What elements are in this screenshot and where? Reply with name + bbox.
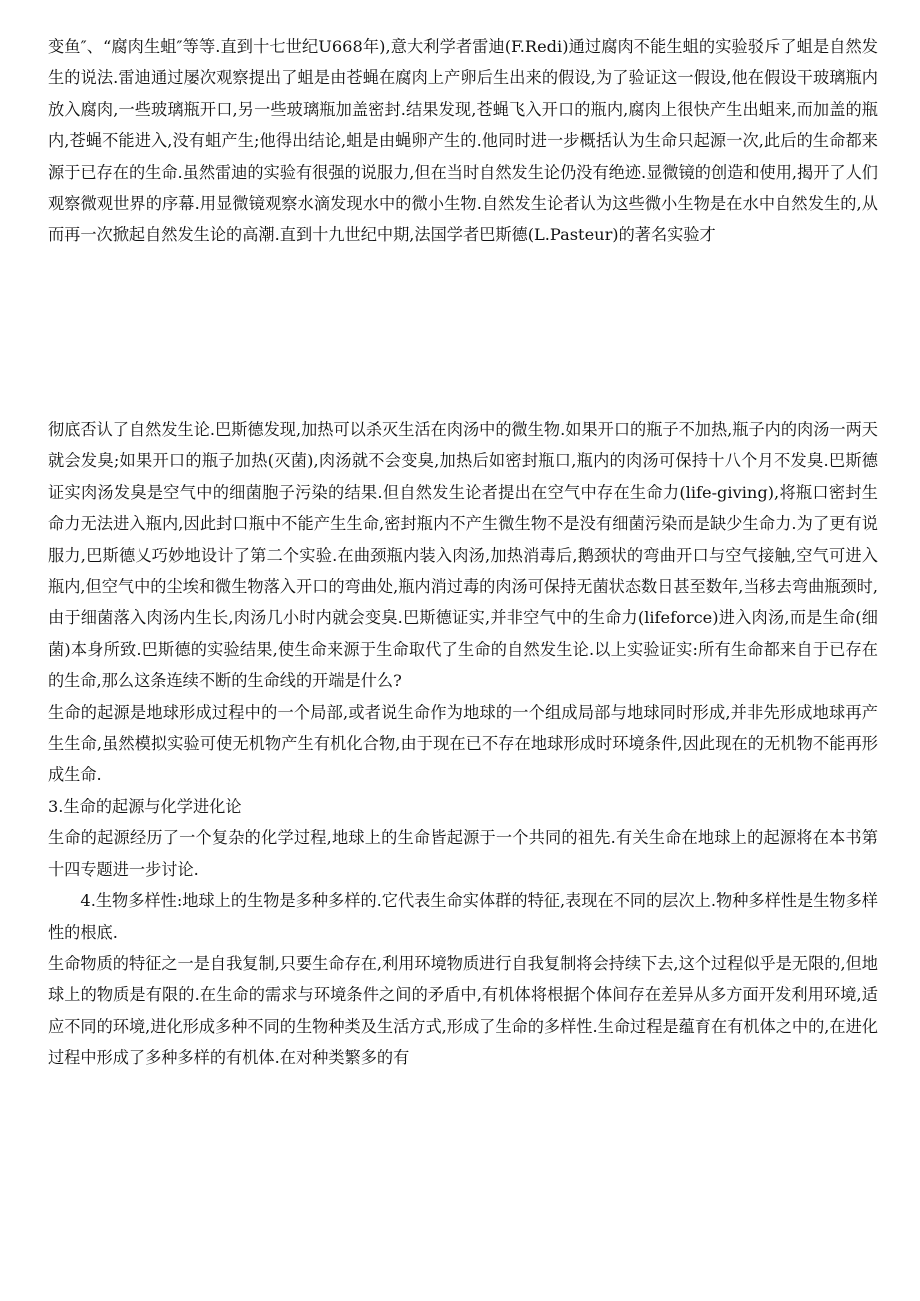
paragraph-biodiversity: 4.生物多样性:地球上的生物是多种多样的.它代表生命实体群的特征,表现在不同的层次上.物种多样性是生物多样性的根底. (48, 891, 878, 942)
paragraph-pasteur-experiment: 彻底否认了自然发生论.巴斯德发现,加热可以杀灭生活在肉汤中的微生物.如果开口的瓶子不加热,瓶子内的肉汤一两天就会发臭;如果开口的瓶子加热(灭菌),肉汤就不会变臭,加热后如密封瓶口,瓶内的肉汤可保持十八个月不发臭.巴斯德证实肉汤发臭是空气中的细菌胞子污染的结果.但自然发生论者提出在空气中存在生命力(life-giving),将瓶口密封生命力无法进入瓶内,因此封口瓶中不能产生生命,密封瓶内不产生微生物不是没有细菌污染而是缺少生命力.为了更有说服力,巴斯德乂巧妙地设计了第二个实验.在曲颈瓶内装入肉汤,加热消毒后,鹅颈状的弯曲开口与空气接触,空气可进入瓶内,但空气中的尘埃和微生物落入开口的弯曲处,瓶内消过毒的肉汤可保持无菌状态数日甚至数年,当移去弯曲瓶颈时,由于细菌落入肉汤内生长,肉汤几小时内就会变臭.巴斯德证实,并非空气中的生命力(lifeforce)进入肉汤,而是生命(细菌)本身所致.巴斯德的实验结果,使生命来源于生命取代了生命的自然发生论.以上实验证实:所有生命都来自于已存在的生命,那么这条连续不断的生命线的开端是什么? (48, 420, 878, 691)
paragraph-origin-of-life: 生命的起源是地球形成过程中的一个局部,或者说生命作为地球的一个组成局部与地球同时形成,并非先形成地球再产生生命,虽然模拟实验可使无机物产生有机化合物,由于现在已不存在地球形成时环境条件,因此现在的无机物不能再形成生命. (48, 702, 878, 785)
paragraph-common-ancestor: 生命的起源经历了一个复杂的化学过程,地球上的生命皆起源于一个共同的祖先.有关生命在地球上的起源将在本书第十四专题进一步讨论. (48, 828, 878, 879)
paragraph-redi-experiment: 变鱼″、“腐肉生蛆″等等.直到十七世纪U668年),意大利学者雷迪(F.Redi)通过腐肉不能生蛆的实验驳斥了蛆是自然发生的说法.雷迪通过屡次观察提出了蛆是由苍蝇在腐肉上产卵后生出来的假设,为了验证这一假设,他在假设干玻璃瓶内放入腐肉,一些玻璃瓶开口,另一些玻璃瓶加盖密封.结果发现,苍蝇飞入开口的瓶内,腐肉上很快产生出蛆来,而加盖的瓶内,苍蝇不能进入,没有蛆产生;他得出结论,蛆是由蝇卵产生的.他同时进一步概括认为生命只起源一次,此后的生命都来源于已存在的生命.虽然雷迪的实验有很强的说服力,但在当时自然发生论仍没有绝迹.显微镜的创造和使用,揭开了人们观察微观世界的序幕.用显微镜观察水滴发现水中的微小生物.自然发生论者认为这些微小生物是在水中自然发生的,从而再一次掀起自然发生论的高潮.直到十九世纪中期,法国学者巴斯德(L.Pasteur)的著名实验才 (48, 37, 878, 245)
text-block-bottom (48, 414, 878, 1074)
paragraph-self-replication: 生命物质的特征之一是自我复制,只要生命存在,利用环境物质进行自我复制将会持续下去,这个过程似乎是无限的,但地球上的物质是有限的.在生命的需求与环境条件之间的矛盾中,有机体将根据个体间存在差异从多方面开发利用环境,适应不同的环境,进化形成多种不同的生物种类及生活方式,形成了生命的多样性.生命过程是蕴育在有机体之中的,在进化过程中形成了多种多样的有机体.在对种类繁多的有 (48, 953, 878, 1068)
text-block-top (48, 31, 878, 251)
section-heading-chemical-evolution: 3.生命的起源与化学进化论 (48, 796, 242, 816)
